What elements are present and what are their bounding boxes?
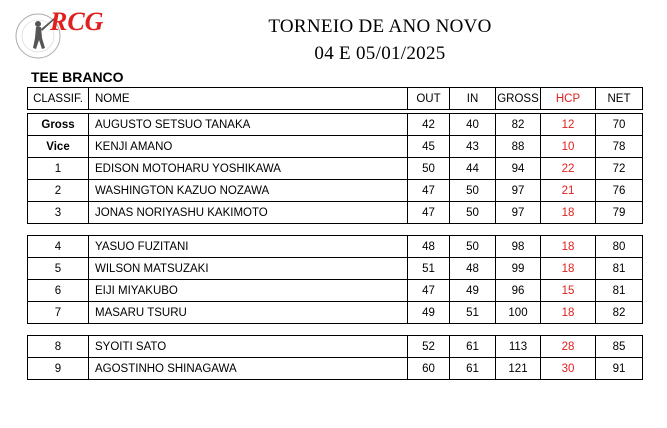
tournament-date: 04 E 05/01/2025 <box>314 43 446 64</box>
cell-hcp: 18 <box>541 302 596 324</box>
cell-classif: 4 <box>28 236 89 258</box>
page-title: TORNEIO DE ANO NOVO <box>268 16 492 37</box>
cell-gross: 96 <box>496 280 541 302</box>
cell-classif: 7 <box>28 302 89 324</box>
cell-in: 48 <box>450 258 496 280</box>
cell-nome: AUGUSTO SETSUO TANAKA <box>89 114 408 136</box>
cell-hcp: 28 <box>541 336 596 358</box>
cell-classif: 1 <box>28 158 89 180</box>
cell-hcp: 30 <box>541 358 596 380</box>
cell-out: 49 <box>408 302 450 324</box>
table-row <box>28 158 643 180</box>
cell-gross: 121 <box>496 358 541 380</box>
table-row <box>28 358 643 380</box>
cell-nome: YASUO FUZITANI <box>89 236 408 258</box>
cell-net: 70 <box>596 114 643 136</box>
cell-net: 72 <box>596 158 643 180</box>
cell-out: 48 <box>408 236 450 258</box>
cell-in: 50 <box>450 180 496 202</box>
table-row <box>28 180 643 202</box>
cell-classif: 9 <box>28 358 89 380</box>
cell-classif: Gross <box>28 114 89 136</box>
col-nome: NOME <box>89 88 408 110</box>
cell-net: 81 <box>596 280 643 302</box>
cell-hcp: 15 <box>541 280 596 302</box>
cell-nome: EDISON MOTOHARU YOSHIKAWA <box>89 158 408 180</box>
cell-out: 50 <box>408 158 450 180</box>
col-net: NET <box>596 88 643 110</box>
cell-classif: 6 <box>28 280 89 302</box>
cell-nome: KENJI AMANO <box>89 136 408 158</box>
cell-nome: WILSON MATSUZAKI <box>89 258 408 280</box>
table-row <box>28 114 643 136</box>
table-row <box>28 202 643 224</box>
section-title: TEE BRANCO <box>31 69 124 85</box>
cell-hcp: 18 <box>541 236 596 258</box>
cell-gross: 94 <box>496 158 541 180</box>
group-separator <box>28 224 643 236</box>
cell-classif: 2 <box>28 180 89 202</box>
col-gross: GROSS <box>496 88 541 110</box>
cell-nome: EIJI MIYAKUBO <box>89 280 408 302</box>
cell-nome: MASARU TSURU <box>89 302 408 324</box>
results-table <box>27 87 643 380</box>
cell-gross: 113 <box>496 336 541 358</box>
cell-out: 42 <box>408 114 450 136</box>
cell-in: 44 <box>450 158 496 180</box>
cell-in: 49 <box>450 280 496 302</box>
cell-in: 51 <box>450 302 496 324</box>
cell-in: 61 <box>450 358 496 380</box>
cell-in: 50 <box>450 202 496 224</box>
cell-gross: 98 <box>496 236 541 258</box>
cell-gross: 99 <box>496 258 541 280</box>
col-out: OUT <box>408 88 450 110</box>
cell-net: 81 <box>596 258 643 280</box>
cell-hcp: 18 <box>541 258 596 280</box>
table-row <box>28 280 643 302</box>
cell-hcp: 21 <box>541 180 596 202</box>
cell-out: 47 <box>408 202 450 224</box>
cell-net: 80 <box>596 236 643 258</box>
cell-in: 43 <box>450 136 496 158</box>
cell-net: 78 <box>596 136 643 158</box>
cell-hcp: 22 <box>541 158 596 180</box>
cell-gross: 100 <box>496 302 541 324</box>
cell-nome: JONAS NORIYASHU KAKIMOTO <box>89 202 408 224</box>
cell-net: 91 <box>596 358 643 380</box>
cell-net: 85 <box>596 336 643 358</box>
cell-out: 60 <box>408 358 450 380</box>
col-in: IN <box>450 88 496 110</box>
cell-out: 52 <box>408 336 450 358</box>
cell-classif: 8 <box>28 336 89 358</box>
cell-nome: WASHINGTON KAZUO NOZAWA <box>89 180 408 202</box>
cell-hcp: 18 <box>541 202 596 224</box>
cell-in: 61 <box>450 336 496 358</box>
table-row <box>28 236 643 258</box>
cell-nome: AGOSTINHO SHINAGAWA <box>89 358 408 380</box>
group-separator <box>28 324 643 336</box>
cell-gross: 97 <box>496 180 541 202</box>
club-logo <box>14 4 112 66</box>
logo-text: RCG <box>50 7 104 36</box>
cell-gross: 82 <box>496 114 541 136</box>
cell-in: 40 <box>450 114 496 136</box>
cell-out: 51 <box>408 258 450 280</box>
table-row <box>28 302 643 324</box>
cell-gross: 97 <box>496 202 541 224</box>
cell-gross: 88 <box>496 136 541 158</box>
table-row <box>28 136 643 158</box>
col-classif: CLASSIF. <box>28 88 89 110</box>
header-row <box>28 88 643 110</box>
cell-nome: SYOITI SATO <box>89 336 408 358</box>
cell-classif: 5 <box>28 258 89 280</box>
col-hcp: HCP <box>541 88 596 110</box>
cell-in: 50 <box>450 236 496 258</box>
cell-hcp: 12 <box>541 114 596 136</box>
cell-out: 47 <box>408 180 450 202</box>
cell-out: 45 <box>408 136 450 158</box>
cell-classif: 3 <box>28 202 89 224</box>
table-row <box>28 258 643 280</box>
table-row <box>28 336 643 358</box>
cell-net: 82 <box>596 302 643 324</box>
cell-hcp: 10 <box>541 136 596 158</box>
cell-net: 79 <box>596 202 643 224</box>
cell-out: 47 <box>408 280 450 302</box>
cell-classif: Vice <box>28 136 89 158</box>
cell-net: 76 <box>596 180 643 202</box>
